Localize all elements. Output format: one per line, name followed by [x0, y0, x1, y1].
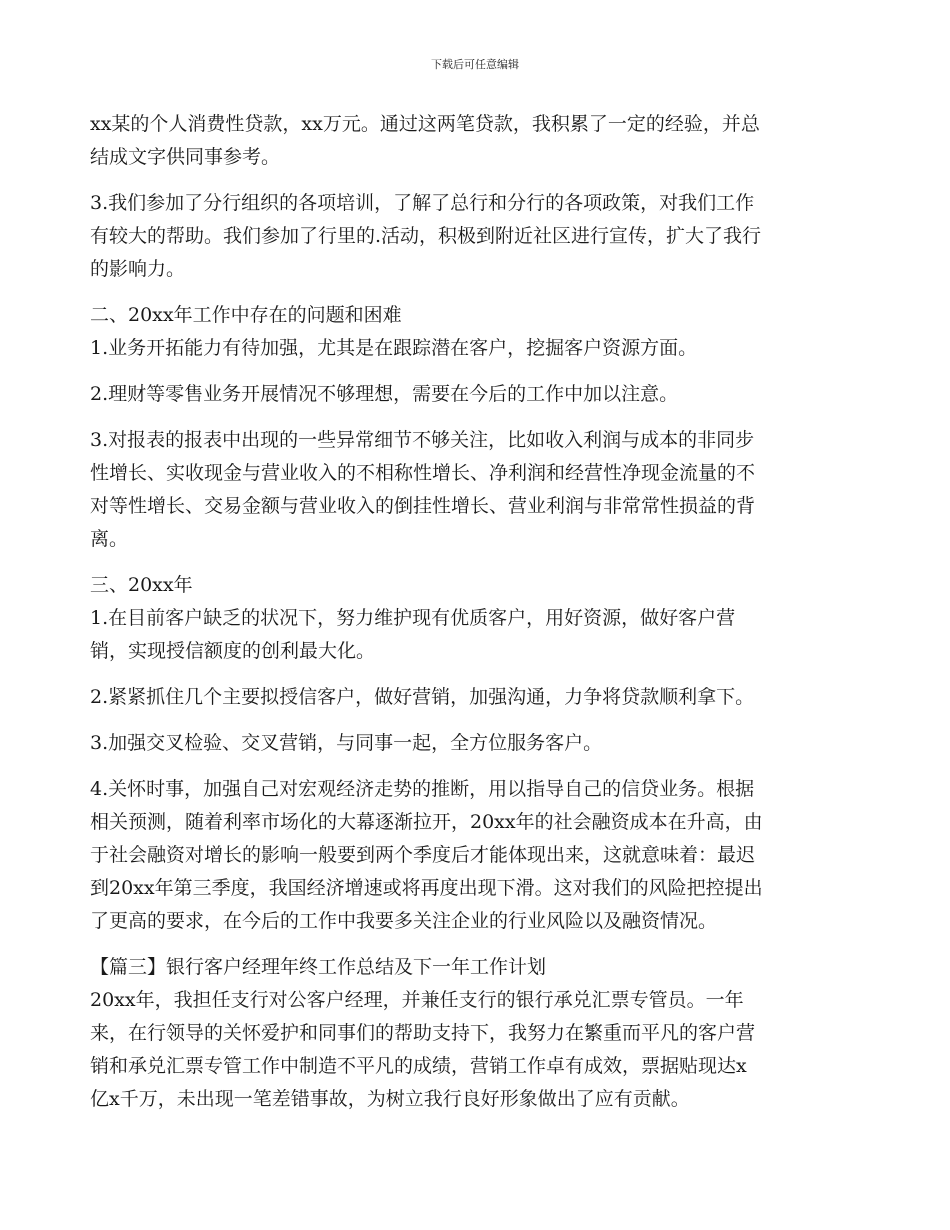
text-line: 了更高的要求，在今后的工作中我要多关注企业的行业风险以及融资情况。 — [90, 910, 718, 932]
text-line: 3.我们参加了分行组织的各项培训，了解了总行和分行的各项政策，对我们工作 — [90, 192, 755, 214]
text-line: 4.关怀时事，加强自己对宏观经济走势的推断，用以指导自己的信贷业务。根据 — [90, 778, 755, 800]
text-line: 2.紧紧抓住几个主要拟授信客户，做好营销，加强沟通，力争将贷款顺利拿下。 — [90, 686, 755, 708]
section-heading: 二、20xx年工作中存在的问题和困难 — [90, 304, 402, 326]
text-line: 结成文字供同事参考。 — [90, 146, 281, 168]
text-line: 到20xx年第三季度，我国经济增速或将再度出现下滑。这对我们的风险把控提出 — [90, 877, 763, 899]
text-line: 销，实现授信额度的创利最大化。 — [90, 640, 376, 662]
text-line: 对等性增长、交易金额与营业收入的倒挂性增长、营业利润与非常常性损益的背 — [90, 495, 756, 517]
text-line: 1.业务开拓能力有待加强，尤其是在跟踪潜在客户，挖掘客户资源方面。 — [90, 337, 698, 359]
text-line: 于社会融资对增长的影响一般要到两个季度后才能体现出来，这就意味着：最迟 — [90, 844, 756, 866]
section-heading: 三、20xx年 — [90, 574, 193, 596]
text-line: 离。 — [90, 528, 129, 550]
section-heading: 【篇三】银行客户经理年终工作总结及下一年工作计划 — [90, 956, 547, 978]
text-line: 性增长、实收现金与营业收入的不相称性增长、净利润和经营性净现金流量的不 — [90, 462, 756, 484]
text-line: 相关预测，随着利率市场化的大幕逐渐拉开，20xx年的社会融资成本在升高，由 — [90, 811, 763, 833]
text-line: 20xx年，我担任支行对公客户经理，并兼任支行的银行承兑汇票专管员。一年 — [90, 989, 744, 1011]
text-line: 亿x千万，未出现一笔差错事故，为树立我行良好形象做出了应有贡献。 — [90, 1088, 690, 1110]
text-line: 2.理财等零售业务开展情况不够理想，需要在今后的工作中加以注意。 — [90, 383, 679, 405]
page-header: 下载后可任意编辑 — [431, 58, 519, 71]
text-line: 的影响力。 — [90, 258, 186, 280]
text-line: 销和承兑汇票专管工作中制造不平凡的成绩，营销工作卓有成效，票据贴现达x — [90, 1055, 747, 1077]
text-line: xx某的个人消费性贷款，xx万元。通过这两笔贷款，我积累了一定的经验，并总 — [90, 113, 760, 135]
document-body — [90, 108, 862, 1116]
text-line: 1.在目前客户缺乏的状况下，努力维护现有优质客户，用好资源，做好客户营 — [90, 607, 736, 629]
text-line: 有较大的帮助。我们参加了行里的.活动，积极到附近社区进行宣传，扩大了我行 — [90, 225, 762, 247]
text-line: 来，在行领导的关怀爱护和同事们的帮助支持下，我努力在繁重而平凡的客户营 — [90, 1022, 756, 1044]
text-line: 3.加强交叉检验、交叉营销，与同事一起，全方位服务客户。 — [90, 732, 603, 754]
text-line: 3.对报表的报表中出现的一些异常细节不够关注，比如收入利润与成本的非同步 — [90, 429, 755, 451]
